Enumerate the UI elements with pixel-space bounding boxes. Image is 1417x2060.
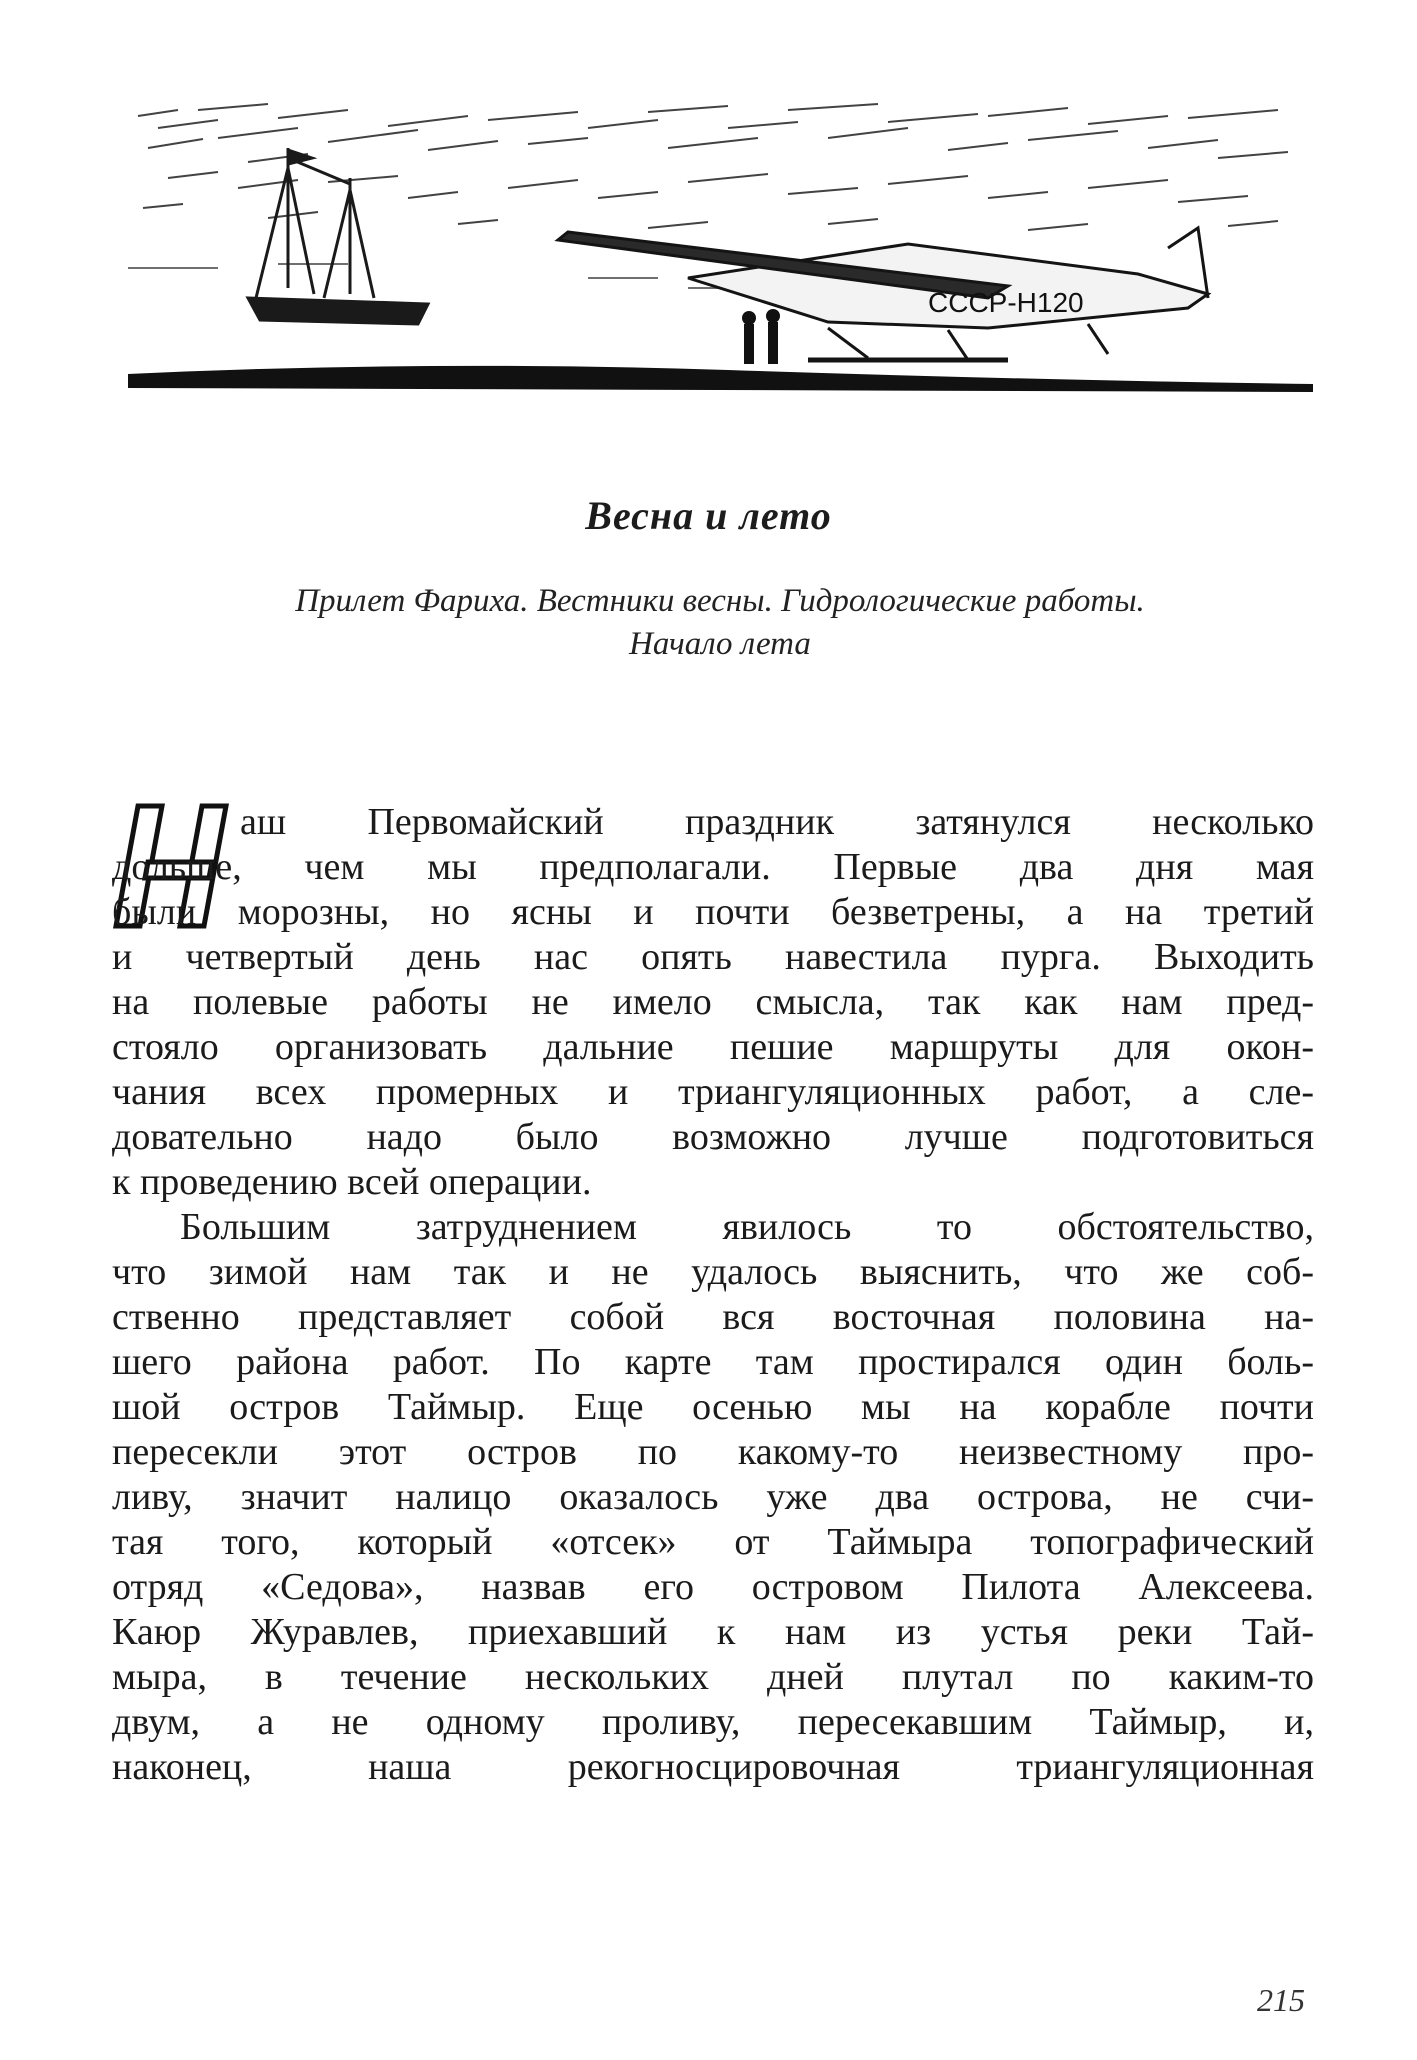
text-line: пересекли этот остров по какому-то неизвестному про- [112,1431,1314,1473]
text-line: дольше, чем мы предполагали. Первые два дня мая [112,846,1314,888]
text-line: шой остров Таймыр. Еще осенью мы на корабле почти [112,1386,1314,1428]
text-line: отряд «Седова», назвав его островом Пилота Алексеева. [112,1566,1314,1608]
text-line: довательно надо было возможно лучше подготовиться [112,1116,1314,1158]
text-line: и четвертый день нас опять навестила пурга. Выходить [112,936,1314,978]
text-line: что зимой нам так и не удалось выяснить, что же соб- [112,1251,1314,1293]
text-line: мыра, в течение нескольких дней плутал по каким-то [112,1656,1314,1698]
aircraft-marking: СССР-Н120 [928,287,1084,318]
seaplane [558,228,1208,360]
text-line: были морозны, но ясны и почти безветрены, а на третий [112,891,1314,933]
text-line: шего района работ. По карте там простирался один боль- [112,1341,1314,1383]
text-line: ственно представляет собой вся восточная половина на- [112,1296,1314,1338]
people-figures [742,309,780,364]
text-line: Каюр Журавлев, приехавший к нам из устья реки Тай- [112,1611,1314,1653]
header-illustration [128,98,1313,416]
body-text [112,800,1314,1790]
sailing-ship [248,148,428,324]
text-line: стояло организовать дальние пешие маршруты для окон- [112,1026,1314,1068]
page-number: 215 [1257,1982,1305,2018]
horizon-hatching [128,264,748,288]
text-line: аш Первомайский праздник затянулся несколько [240,801,1314,843]
text-line: ливу, значит налицо оказалось уже два острова, не счи- [112,1476,1314,1518]
text-line: двум, а не одному проливу, пересекавшим Таймыр, и, [112,1701,1314,1743]
subtitle-line: Прилет Фариха. Вестники весны. Гидрологические работы. [295,583,1145,619]
text-line: Большим затруднением явилось то обстоятельство, [180,1206,1314,1248]
drop-cap-letter: Н [110,796,111,797]
subtitle-line: Начало лета [629,626,811,662]
text-line: тая того, который «отсек» от Таймыра топографический [112,1521,1314,1563]
text-line: к проведению всей операции. [112,1161,592,1203]
text-line: наконец, наша рекогносцировочная триангуляционная [112,1746,1314,1788]
text-line: на полевые работы не имело смысла, так как нам пред- [112,981,1314,1023]
chapter-subtitle [140,580,1300,666]
chapter-title: Весна и лето [585,493,832,538]
ground-line [128,366,1313,392]
text-line: чания всех промерных и триангуляционных работ, а сле- [112,1071,1314,1113]
